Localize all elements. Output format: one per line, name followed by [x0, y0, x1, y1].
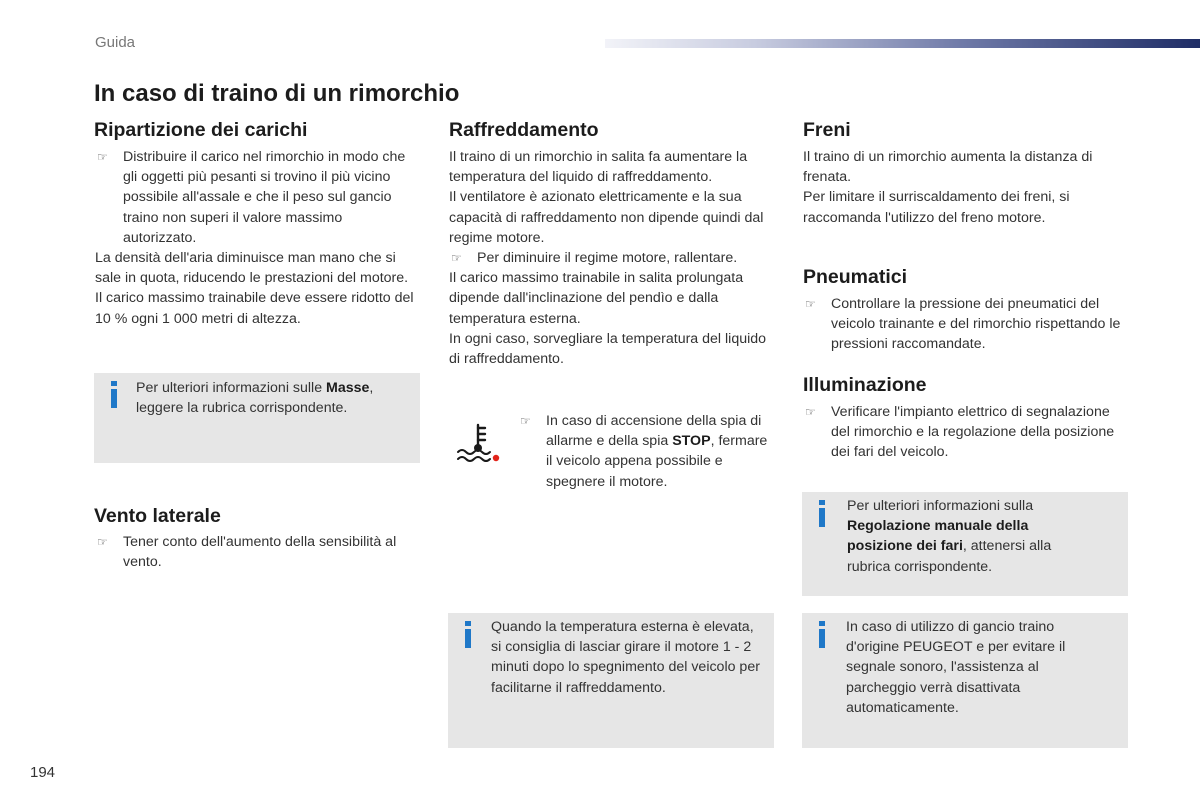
heading-freni: Freni: [803, 119, 851, 141]
info-icon: [462, 621, 476, 651]
info-icon: [816, 500, 830, 530]
heading-ripartizione: Ripartizione dei carichi: [94, 119, 308, 141]
raffreddamento-p1: Il traino di un rimorchio in salita fa aumentare la temperatura del liquido di raffreddamento.: [449, 149, 748, 186]
vento-bullet: [95, 532, 417, 572]
raffreddamento-bullet-text: Per diminuire il regime motore, rallentare.: [477, 250, 738, 267]
info-temperatura-text: Quando la temperatura esterna è elevata, si consiglia di lasciar girare il motore 1 - 2 minuti dopo lo spegnimento del veicolo per facilitarne il raffreddamento.: [491, 619, 760, 696]
coolant-temperature-warning-icon: [454, 422, 502, 464]
pneumatici-text: [803, 294, 1128, 355]
header-gradient-bar: [605, 39, 1200, 48]
heading-vento: Vento laterale: [94, 505, 221, 527]
bullet-icon: ☞: [97, 150, 108, 164]
section-label: Guida: [95, 34, 136, 51]
page-number: 194: [30, 764, 56, 781]
freni-p1: Il traino di un rimorchio aumenta la distanza di frenata.: [803, 149, 1093, 186]
page-title: In caso di traino di un rimorchio: [94, 80, 460, 107]
illuminazione-bullet-text: Verificare l'impianto elettrico di segnalazione del rimorchio e la regolazione della posizione dei fari del veicolo.: [831, 404, 1115, 461]
raffreddamento-p4: In ogni caso, sorvegliare la temperatura del liquido di raffreddamento.: [449, 330, 767, 368]
heading-illuminazione: Illuminazione: [803, 374, 927, 396]
bullet-icon: ☞: [97, 535, 108, 549]
freni-text: [803, 147, 1128, 228]
warning-bullet: ☞ In caso di accensione della spia di allarme e della spia STOP, fermare il veicolo appena possibile e spegnere il motore.: [520, 413, 768, 490]
raffreddamento-p3: Il carico massimo trainabile in salita prolungata dipende dall'inclinazione del pendìo e dalla temperatura esterna.: [449, 270, 744, 327]
illuminazione-bullet: [803, 402, 1128, 463]
heading-raffreddamento: Raffreddamento: [449, 119, 599, 141]
info-fari-text: Per ulteriori informazioni sulla Regolazione manuale della posizione dei fari, attenersi alla rubrica corrispondente.: [847, 498, 1052, 575]
info-box-temperatura: [448, 613, 774, 748]
warning-text: [518, 411, 776, 492]
raffreddamento-text: [449, 147, 777, 369]
freni-p2: Per limitare il surriscaldamento dei freni, si raccomanda l'utilizzo del freno motore.: [803, 189, 1070, 226]
bullet-icon: ☞: [451, 251, 462, 266]
bullet-icon: ☞: [520, 414, 531, 428]
raffreddamento-p2: Il ventilatore è azionato elettricamente e la sua capacità di raffreddamento non dipende quindi dal regime motore.: [449, 189, 764, 246]
heading-pneumatici: Pneumatici: [803, 266, 908, 288]
vento-bullet-text: Tener conto dell'aumento della sensibilità al vento.: [123, 534, 397, 571]
ripartizione-paragraph: La densità dell'aria diminuisce man mano che si sale in quota, riducendo le prestazioni del motore. Il carico massimo trainabile deve essere ridotto del 10 % ogni 1 000 metri di altezza.: [95, 250, 414, 327]
bullet-icon: ☞: [805, 297, 816, 311]
illuminazione-text: [803, 402, 1128, 463]
info-icon: [108, 381, 122, 411]
raffreddamento-bullet: [449, 248, 777, 268]
ripartizione-text: [95, 147, 417, 329]
ripartizione-bullet-text: Distribuire il carico nel rimorchio in modo che gli oggetti più pesanti si trovino il più vicino possibile all'assale e che il peso sul gancio traino non superi il valore massimo autorizzato.: [123, 149, 406, 246]
ripartizione-bullet: [95, 147, 417, 248]
info-icon: [816, 621, 830, 651]
pneumatici-bullet: [803, 294, 1128, 355]
pneumatici-bullet-text: Controllare la pressione dei pneumatici del veicolo trainante e del rimorchio rispettando le pressioni raccomandate.: [831, 296, 1121, 353]
info-gancio-text: In caso di utilizzo di gancio traino d'origine PEUGEOT e per evitare il segnale sonoro, l'assistenza al parcheggio verrà disattivata automaticamente.: [846, 619, 1066, 716]
bullet-icon: ☞: [805, 405, 816, 419]
info-masse-text: Per ulteriori informazioni sulle Masse, leggere la rubrica corrispondente.: [136, 380, 374, 417]
info-box-fari: [802, 492, 1128, 596]
info-box-gancio: [802, 613, 1128, 748]
info-box-masse: [94, 373, 420, 463]
vento-text: [95, 532, 417, 572]
